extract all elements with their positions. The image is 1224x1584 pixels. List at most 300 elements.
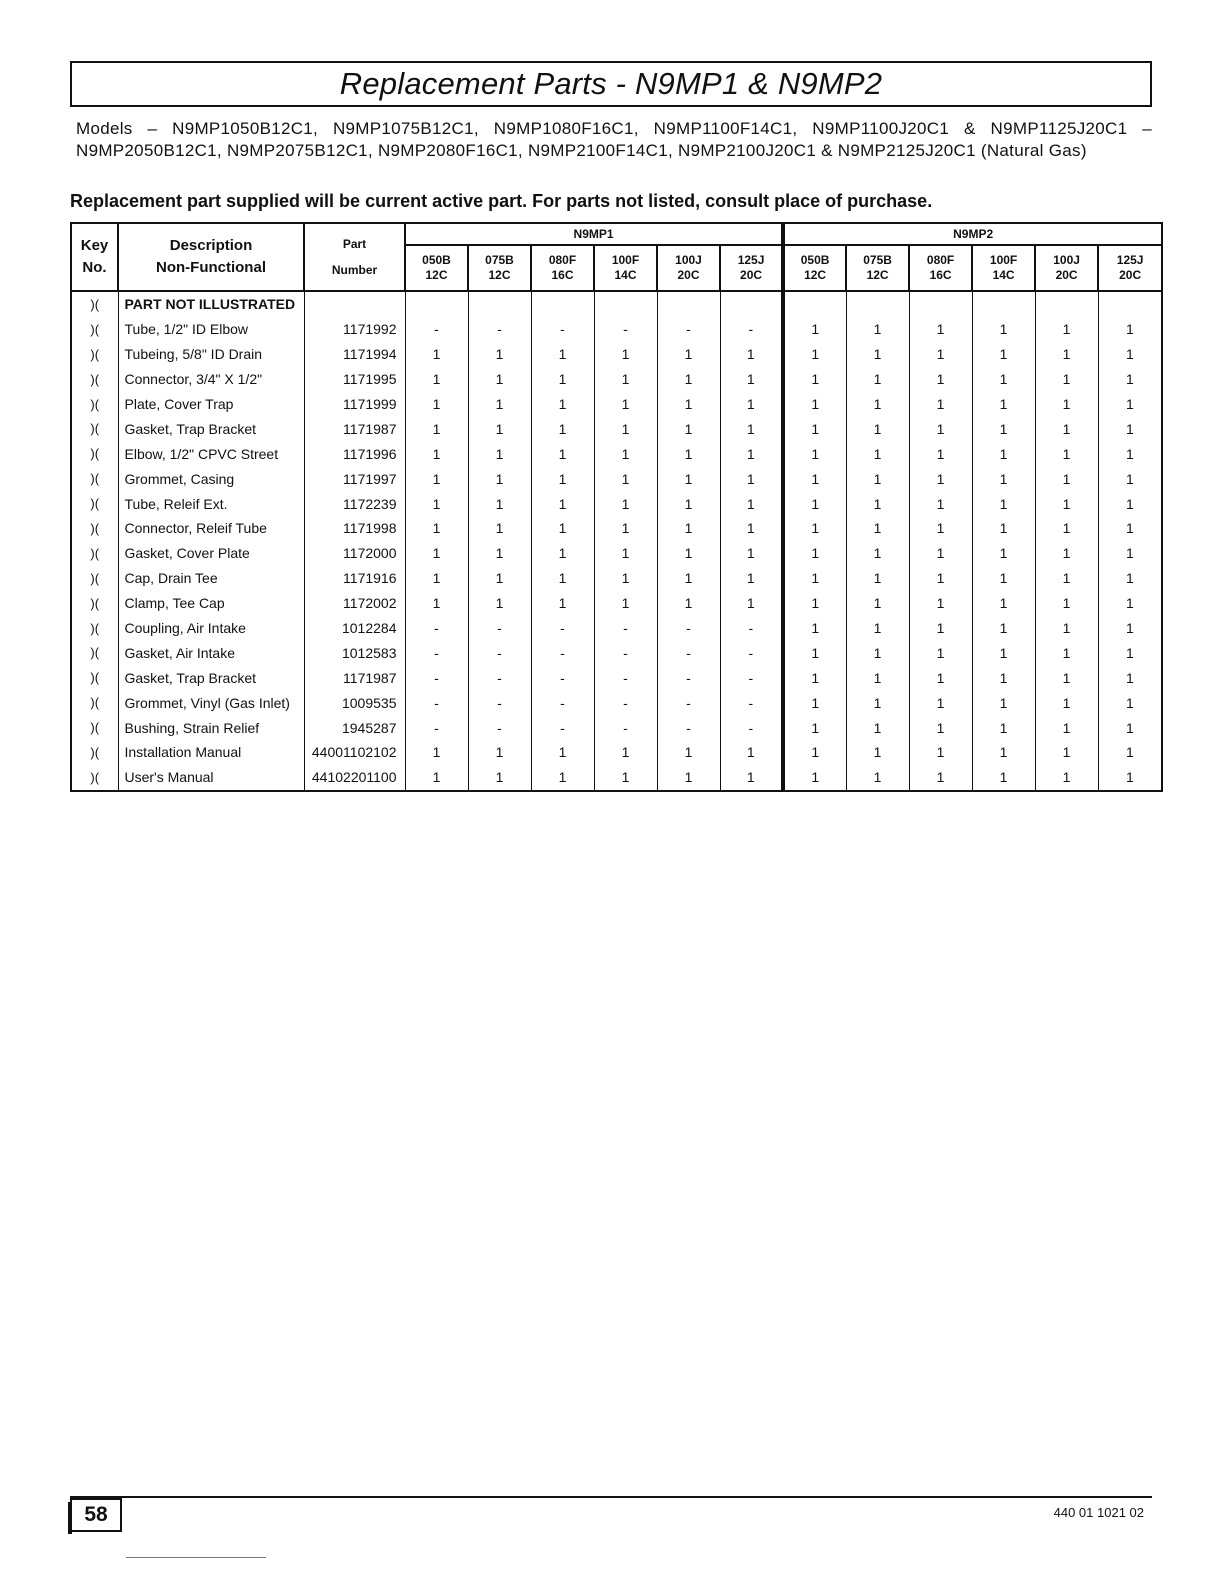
quantity-cell: 1 (594, 416, 657, 441)
quantity-cell: 1 (1098, 367, 1162, 392)
model-column-header (405, 245, 468, 291)
quantity-cell: 1 (909, 541, 972, 566)
quantity-cell: 1 (783, 441, 846, 466)
page-title: Replacement Parts - N9MP1 & N9MP2 (339, 66, 883, 101)
key-cell: )( (71, 317, 118, 342)
model-column-header (783, 245, 846, 291)
quantity-cell: 1 (531, 765, 594, 791)
quantity-cell: 1 (783, 541, 846, 566)
model-column-bottom: 16C (929, 268, 952, 282)
quantity-cell: 1 (720, 466, 783, 491)
key-cell: )( (71, 765, 118, 791)
quantity-cell: 1 (1098, 765, 1162, 791)
table-row (71, 367, 1162, 392)
model-column-bottom: 20C (1119, 268, 1142, 282)
quantity-cell: 1 (1098, 566, 1162, 591)
quantity-cell: 1 (657, 342, 720, 367)
table-row (71, 616, 1162, 641)
table-row (71, 765, 1162, 791)
quantity-cell: 1 (405, 516, 468, 541)
quantity-cell: 1 (405, 765, 468, 791)
quantity-cell: - (405, 715, 468, 740)
part-header-line1: Part (342, 237, 367, 251)
quantity-cell: 1 (1035, 616, 1098, 641)
quantity-cell: 1 (1035, 392, 1098, 417)
quantity-cell: 1 (594, 566, 657, 591)
quantity-cell: 1 (1035, 566, 1098, 591)
key-header (71, 223, 118, 291)
quantity-cell (657, 291, 720, 317)
model-column-bottom: 14C (614, 268, 637, 282)
description-header-line1: Description (169, 237, 253, 254)
quantity-cell: 1 (1098, 541, 1162, 566)
quantity-cell: 1 (783, 392, 846, 417)
quantity-cell: 1 (783, 740, 846, 765)
key-cell: )( (71, 392, 118, 417)
key-cell: )( (71, 416, 118, 441)
quantity-cell: 1 (531, 516, 594, 541)
quantity-cell: 1 (846, 640, 909, 665)
part-number-cell: 1172002 (304, 591, 405, 616)
quantity-cell: 1 (972, 516, 1035, 541)
model-column-header (531, 245, 594, 291)
quantity-cell: 1 (909, 715, 972, 740)
table-row (71, 740, 1162, 765)
part-number-cell: 1012583 (304, 640, 405, 665)
quantity-cell: - (531, 317, 594, 342)
quantity-cell: 1 (1035, 342, 1098, 367)
quantity-cell: 1 (846, 740, 909, 765)
quantity-cell: 1 (1035, 441, 1098, 466)
quantity-cell: 1 (783, 690, 846, 715)
description-cell: Clamp, Tee Cap (118, 591, 304, 616)
part-number-cell: 1171992 (304, 317, 405, 342)
description-cell: Grommet, Vinyl (Gas Inlet) (118, 690, 304, 715)
quantity-cell: - (657, 665, 720, 690)
key-header-line2: No. (82, 259, 107, 276)
key-cell: )( (71, 616, 118, 641)
quantity-cell: - (720, 616, 783, 641)
quantity-cell: - (657, 690, 720, 715)
quantity-cell: 1 (1098, 317, 1162, 342)
quantity-cell: 1 (972, 342, 1035, 367)
model-column-header (972, 245, 1035, 291)
quantity-cell: - (657, 715, 720, 740)
quantity-cell: 1 (846, 765, 909, 791)
quantity-cell: 1 (468, 740, 531, 765)
quantity-cell: 1 (1098, 665, 1162, 690)
quantity-cell: 1 (972, 317, 1035, 342)
quantity-cell: 1 (468, 765, 531, 791)
quantity-cell: 1 (1035, 541, 1098, 566)
model-column-bottom: 14C (992, 268, 1015, 282)
quantity-cell: - (720, 690, 783, 715)
key-cell: )( (71, 690, 118, 715)
quantity-cell: 1 (657, 392, 720, 417)
model-column-top: 100J (675, 253, 702, 267)
description-cell: Elbow, 1/2" CPVC Street (118, 441, 304, 466)
quantity-cell: 1 (1035, 466, 1098, 491)
quantity-cell: 1 (909, 342, 972, 367)
key-cell: )( (71, 541, 118, 566)
quantity-cell: 1 (783, 591, 846, 616)
quantity-cell: 1 (1098, 392, 1162, 417)
quantity-cell: 1 (657, 491, 720, 516)
quantity-cell: 1 (1035, 765, 1098, 791)
quantity-cell: 1 (1035, 591, 1098, 616)
quantity-cell: 1 (783, 416, 846, 441)
quantity-cell: - (720, 640, 783, 665)
quantity-cell: 1 (405, 466, 468, 491)
description-header (118, 223, 304, 291)
quantity-cell: 1 (1098, 516, 1162, 541)
quantity-cell: - (657, 317, 720, 342)
model-column-top: 125J (737, 253, 765, 267)
part-number-cell: 1171916 (304, 566, 405, 591)
quantity-cell: 1 (909, 566, 972, 591)
quantity-cell: 1 (783, 516, 846, 541)
part-number-cell: 1009535 (304, 690, 405, 715)
quantity-cell: 1 (657, 541, 720, 566)
quantity-cell: 1 (846, 367, 909, 392)
quantity-cell: - (405, 640, 468, 665)
part-number-cell: 1012284 (304, 616, 405, 641)
quantity-cell: - (468, 665, 531, 690)
quantity-cell (468, 291, 531, 317)
quantity-cell: 1 (468, 566, 531, 591)
table-row (71, 441, 1162, 466)
quantity-cell: 1 (405, 342, 468, 367)
description-cell: Cap, Drain Tee (118, 566, 304, 591)
part-number-cell: 1171995 (304, 367, 405, 392)
quantity-cell: 1 (1098, 416, 1162, 441)
key-cell: )( (71, 640, 118, 665)
quantity-cell: 1 (909, 317, 972, 342)
group-header-n9mp2: N9MP2 (783, 223, 1162, 245)
quantity-cell: - (405, 665, 468, 690)
model-column-header (1035, 245, 1098, 291)
quantity-cell: 1 (468, 591, 531, 616)
quantity-cell: 1 (531, 441, 594, 466)
quantity-cell: 1 (909, 765, 972, 791)
quantity-cell (846, 291, 909, 317)
model-column-bottom: 20C (1055, 268, 1078, 282)
key-cell: )( (71, 441, 118, 466)
description-cell: Connector, Releif Tube (118, 516, 304, 541)
key-cell: )( (71, 715, 118, 740)
quantity-cell: 1 (405, 491, 468, 516)
quantity-cell: 1 (1098, 441, 1162, 466)
quantity-cell: 1 (657, 566, 720, 591)
quantity-cell: - (657, 616, 720, 641)
quantity-cell: - (468, 715, 531, 740)
quantity-cell: 1 (783, 665, 846, 690)
key-cell: )( (71, 591, 118, 616)
quantity-cell: - (531, 640, 594, 665)
table-row (71, 640, 1162, 665)
model-column-top: 100F (989, 253, 1018, 267)
quantity-cell: 1 (783, 765, 846, 791)
quantity-cell: - (720, 715, 783, 740)
table-row (71, 715, 1162, 740)
quantity-cell: 1 (468, 416, 531, 441)
part-header-line2: Number (331, 263, 378, 277)
table-row (71, 342, 1162, 367)
quantity-cell: 1 (1098, 690, 1162, 715)
quantity-cell: 1 (909, 367, 972, 392)
group-header-n9mp1: N9MP1 (405, 223, 783, 245)
page-number: 58 (70, 1498, 122, 1532)
key-cell: )( (71, 291, 118, 317)
part-number-cell: 1171999 (304, 392, 405, 417)
quantity-cell: 1 (405, 566, 468, 591)
model-column-top: 050B (800, 253, 830, 267)
model-column-top: 080F (548, 253, 577, 267)
key-header-line1: Key (80, 237, 109, 254)
quantity-cell: 1 (846, 591, 909, 616)
quantity-cell: 1 (846, 441, 909, 466)
part-number-cell: 1171998 (304, 516, 405, 541)
quantity-cell: - (594, 690, 657, 715)
part-number-cell: 1171997 (304, 466, 405, 491)
quantity-cell: 1 (1098, 491, 1162, 516)
quantity-cell: - (594, 317, 657, 342)
quantity-cell: 1 (720, 541, 783, 566)
model-column-header (720, 245, 783, 291)
key-cell: )( (71, 566, 118, 591)
quantity-cell: 1 (972, 765, 1035, 791)
quantity-cell: 1 (972, 367, 1035, 392)
quantity-cell (972, 291, 1035, 317)
quantity-cell: 1 (657, 516, 720, 541)
quantity-cell: 1 (909, 466, 972, 491)
description-cell: Bushing, Strain Relief (118, 715, 304, 740)
quantity-cell (531, 291, 594, 317)
model-column-top: 100F (611, 253, 640, 267)
quantity-cell: 1 (846, 541, 909, 566)
quantity-cell: 1 (1035, 317, 1098, 342)
model-column-top: 125J (1116, 253, 1144, 267)
description-cell: Gasket, Trap Bracket (118, 665, 304, 690)
description-cell: Grommet, Casing (118, 466, 304, 491)
description-header-line2: Non-Functional (156, 259, 266, 276)
quantity-cell: 1 (405, 740, 468, 765)
quantity-cell: 1 (720, 566, 783, 591)
quantity-cell: 1 (972, 690, 1035, 715)
quantity-cell: 1 (657, 591, 720, 616)
quantity-cell: 1 (1035, 665, 1098, 690)
table-row (71, 291, 1162, 317)
table-row (71, 566, 1162, 591)
quantity-cell: 1 (1035, 715, 1098, 740)
quantity-cell: 1 (1098, 591, 1162, 616)
quantity-cell: 1 (531, 740, 594, 765)
quantity-cell: - (531, 715, 594, 740)
quantity-cell (1035, 291, 1098, 317)
description-cell: Coupling, Air Intake (118, 616, 304, 641)
table-row (71, 690, 1162, 715)
model-column-header (468, 245, 531, 291)
quantity-cell: 1 (468, 367, 531, 392)
quantity-cell: 1 (531, 342, 594, 367)
quantity-cell: - (594, 665, 657, 690)
quantity-cell: - (405, 317, 468, 342)
quantity-cell: 1 (909, 392, 972, 417)
quantity-cell: 1 (594, 541, 657, 566)
quantity-cell: 1 (972, 491, 1035, 516)
quantity-cell: - (594, 715, 657, 740)
model-column-top: 075B (863, 253, 892, 267)
quantity-cell: - (468, 640, 531, 665)
quantity-cell: 1 (531, 541, 594, 566)
link-underline (126, 1557, 266, 1558)
description-cell: Connector, 3/4" X 1/2" (118, 367, 304, 392)
table-row (71, 516, 1162, 541)
quantity-cell: 1 (657, 367, 720, 392)
table-row (71, 317, 1162, 342)
quantity-cell: - (720, 317, 783, 342)
part-number-cell: 1172239 (304, 491, 405, 516)
quantity-cell: 1 (909, 665, 972, 690)
quantity-cell: 1 (468, 342, 531, 367)
table-row (71, 416, 1162, 441)
part-number-cell: 1172000 (304, 541, 405, 566)
document-number: 440 01 1021 02 (1053, 1505, 1144, 1520)
quantity-cell: 1 (972, 566, 1035, 591)
models-list: Models – N9MP1050B12C1, N9MP1075B12C1, N9MP1080F16C1, N9MP1100F14C1, N9MP1100J20C1 & N9MP1125J20C1 – N9MP2050B12C1, N9MP2075B12C1, N9MP2080F16C1, N9MP2100F14C1, N9MP2100J20C1 & N9MP2125J20C1 (Natural Gas) (76, 119, 1152, 160)
description-cell: Installation Manual (118, 740, 304, 765)
table-row (71, 665, 1162, 690)
quantity-cell: 1 (972, 665, 1035, 690)
quantity-cell: 1 (594, 367, 657, 392)
quantity-cell: 1 (783, 367, 846, 392)
model-column-header (1098, 245, 1162, 291)
quantity-cell: 1 (783, 616, 846, 641)
description-cell: Gasket, Cover Plate (118, 541, 304, 566)
model-column-top: 100J (1053, 253, 1080, 267)
quantity-cell: 1 (1035, 640, 1098, 665)
quantity-cell: - (468, 616, 531, 641)
part-number-cell: 1171994 (304, 342, 405, 367)
quantity-cell: 1 (405, 541, 468, 566)
quantity-cell: 1 (846, 665, 909, 690)
quantity-cell: 1 (1098, 466, 1162, 491)
quantity-cell: 1 (405, 392, 468, 417)
quantity-cell: 1 (846, 342, 909, 367)
quantity-cell: 1 (909, 491, 972, 516)
quantity-cell: 1 (846, 317, 909, 342)
description-cell: Tubeing, 5/8" ID Drain (118, 342, 304, 367)
quantity-cell: - (468, 317, 531, 342)
quantity-cell: 1 (594, 466, 657, 491)
quantity-cell: 1 (909, 416, 972, 441)
quantity-cell: 1 (846, 566, 909, 591)
quantity-cell: 1 (657, 740, 720, 765)
quantity-cell: 1 (405, 416, 468, 441)
quantity-cell: 1 (720, 416, 783, 441)
quantity-cell: 1 (720, 591, 783, 616)
quantity-cell: 1 (594, 441, 657, 466)
part-number-cell: 1171987 (304, 416, 405, 441)
description-cell: Tube, 1/2" ID Elbow (118, 317, 304, 342)
quantity-cell: 1 (468, 392, 531, 417)
model-column-top: 075B (485, 253, 514, 267)
quantity-cell: 1 (783, 342, 846, 367)
part-number-cell: 44102201100 (304, 765, 405, 791)
quantity-cell: 1 (657, 416, 720, 441)
quantity-cell: 1 (909, 640, 972, 665)
table-row (71, 591, 1162, 616)
part-number-cell: 1171996 (304, 441, 405, 466)
quantity-cell: 1 (720, 491, 783, 516)
quantity-cell: 1 (783, 715, 846, 740)
model-column-bottom: 12C (488, 268, 511, 282)
quantity-cell: 1 (720, 441, 783, 466)
quantity-cell: 1 (909, 591, 972, 616)
part-number-cell: 1945287 (304, 715, 405, 740)
key-cell: )( (71, 740, 118, 765)
quantity-cell: - (531, 665, 594, 690)
quantity-cell: 1 (594, 740, 657, 765)
quantity-cell: 1 (468, 491, 531, 516)
quantity-cell: 1 (594, 516, 657, 541)
parts-table (70, 222, 1163, 792)
description-cell: Gasket, Air Intake (118, 640, 304, 665)
model-column-header (594, 245, 657, 291)
quantity-cell: 1 (1035, 367, 1098, 392)
description-cell: Plate, Cover Trap (118, 392, 304, 417)
part-number-header (304, 223, 405, 291)
quantity-cell: 1 (468, 541, 531, 566)
quantity-cell: - (405, 690, 468, 715)
part-number-cell: 44001102102 (304, 740, 405, 765)
key-cell: )( (71, 342, 118, 367)
quantity-cell: - (594, 640, 657, 665)
quantity-cell: 1 (783, 566, 846, 591)
key-cell: )( (71, 516, 118, 541)
quantity-cell: 1 (720, 392, 783, 417)
part-number-cell: 1171987 (304, 665, 405, 690)
quantity-cell: 1 (1035, 491, 1098, 516)
quantity-cell: 1 (972, 392, 1035, 417)
quantity-cell: 1 (1035, 416, 1098, 441)
quantity-cell (909, 291, 972, 317)
quantity-cell: 1 (720, 342, 783, 367)
quantity-cell: - (468, 690, 531, 715)
quantity-cell: 1 (531, 566, 594, 591)
quantity-cell: 1 (972, 715, 1035, 740)
quantity-cell: 1 (531, 392, 594, 417)
quantity-cell: 1 (1098, 342, 1162, 367)
quantity-cell: 1 (783, 317, 846, 342)
quantity-cell: 1 (909, 441, 972, 466)
quantity-cell: 1 (846, 392, 909, 417)
quantity-cell: 1 (405, 367, 468, 392)
key-cell: )( (71, 665, 118, 690)
quantity-cell: 1 (909, 516, 972, 541)
quantity-cell: 1 (468, 466, 531, 491)
model-column-bottom: 12C (866, 268, 889, 282)
quantity-cell: 1 (657, 441, 720, 466)
quantity-cell: 1 (720, 516, 783, 541)
quantity-cell: 1 (531, 591, 594, 616)
replacement-note: Replacement part supplied will be current active part. For parts not listed, consult place of purchase. (70, 191, 933, 211)
table-row (71, 491, 1162, 516)
quantity-cell: 1 (783, 466, 846, 491)
quantity-cell: 1 (594, 342, 657, 367)
quantity-cell: 1 (972, 441, 1035, 466)
quantity-cell: 1 (846, 516, 909, 541)
